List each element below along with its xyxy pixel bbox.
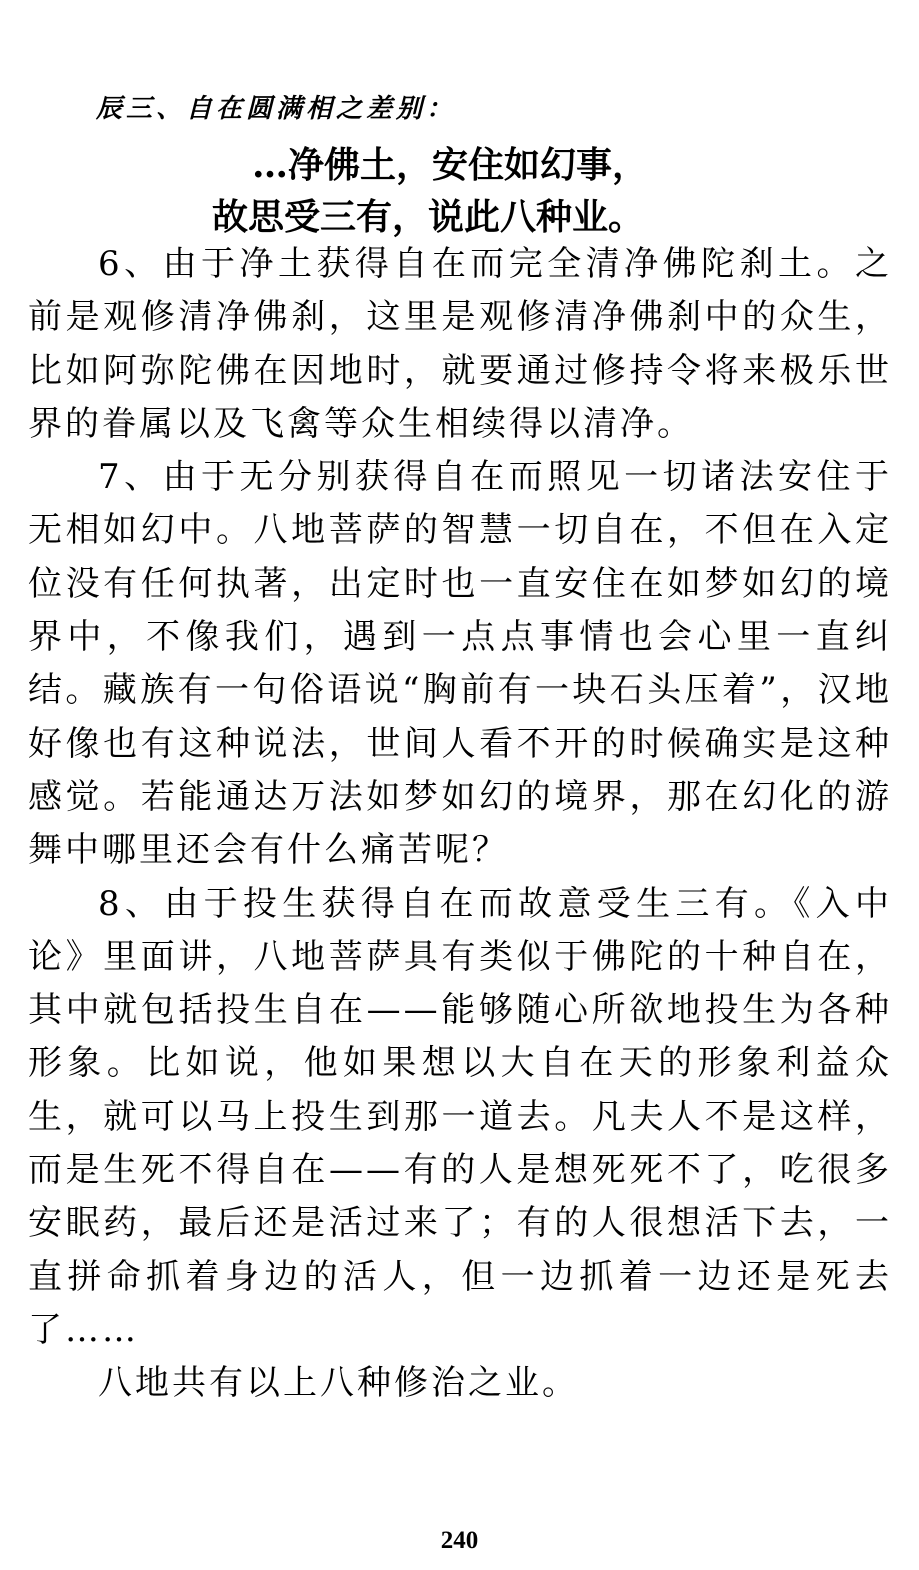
body-text xyxy=(28,238,892,1411)
verse-line-1: …净佛土，安住如幻事， xyxy=(252,144,649,186)
paragraph-8: 8、由于投生获得自在而故意受生三有。《入中论》里面讲，八地菩萨具有类似于佛陀的十种自在，其中就包括投生自在——能够随心所欲地投生为各种形象。比如说，他如果想以大自在天的形象利益众生，就可以马上投生到那一道去。凡夫人不是这样，而是生死不得自在——有的人是想死死不了，吃很多安眠药，最后还是活过来了；有的人很想活下去，一直拼命抓着身边的活人，但一边抓着一边还是死去了…… xyxy=(28,883,892,1350)
paragraph-6: 6、由于净土获得自在而完全清净佛陀刹土。之前是观修清净佛刹，这里是观修清净佛刹中的众生，比如阿弥陀佛在因地时，就要通过修持令将来极乐世界的眷属以及飞禽等众生相续得以清净。 xyxy=(28,244,892,444)
page-number: 240 xyxy=(440,1527,479,1554)
verse-line-2: 故思受三有，说此八种业。 xyxy=(212,196,645,238)
paragraph-7: 7、由于无分别获得自在而照见一切诸法安住于无相如幻中。八地菩萨的智慧一切自在，不但在入定位没有任何执著，出定时也一直安住在如梦如幻的境界中，不像我们，遇到一点点事情也会心里一直纠结。藏族有一句俗语说“胸前有一块石头压着”，汉地好像也有这种说法，世间人看不开的时候确实是这种感觉。若能通达万法如梦如幻的境界，那在幻化的游舞中哪里还会有什么痛苦呢？ xyxy=(28,457,892,871)
section-heading: 辰三、自在圆满相之差别： xyxy=(96,94,457,124)
paragraph-summary: 八地共有以上八种修治之业。 xyxy=(98,1363,579,1404)
